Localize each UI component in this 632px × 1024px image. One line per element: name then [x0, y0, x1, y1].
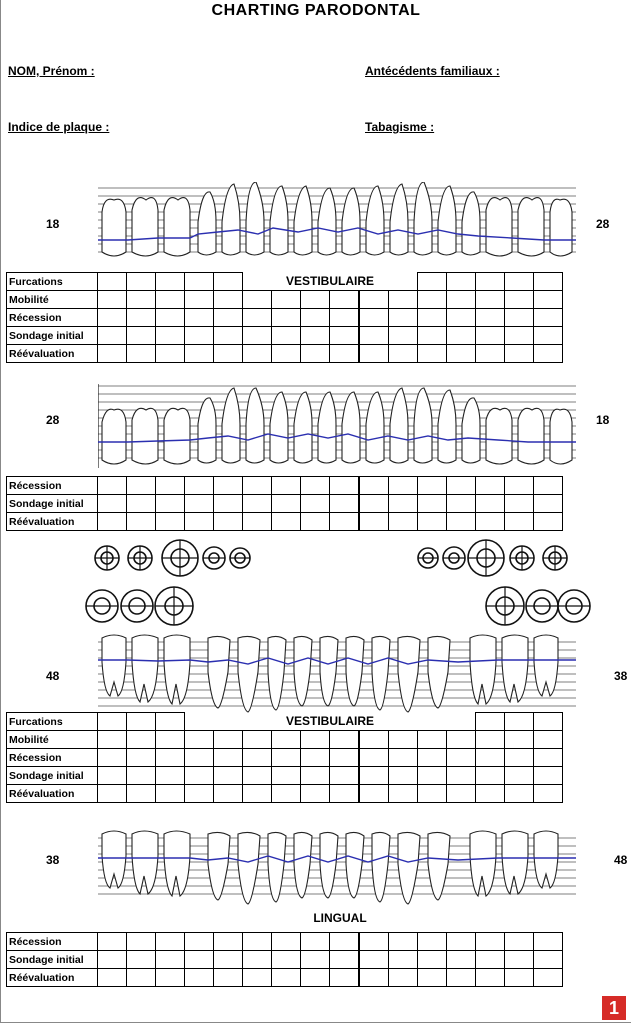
chart-cell[interactable]	[418, 327, 447, 345]
chart-cell[interactable]	[447, 749, 476, 767]
chart-cell[interactable]	[98, 969, 127, 987]
tooth-number-left: 28	[46, 413, 60, 427]
chart-cell[interactable]	[447, 731, 476, 749]
chart-cell[interactable]	[98, 513, 127, 531]
chart-cell[interactable]	[476, 731, 505, 749]
chart-cell[interactable]	[185, 951, 214, 969]
chart-cell[interactable]	[127, 495, 156, 513]
row-label: Furcations	[7, 713, 98, 731]
chart-cell[interactable]	[476, 345, 505, 363]
chart-cell[interactable]	[301, 309, 330, 327]
chart-cell[interactable]	[127, 327, 156, 345]
chart-cell[interactable]	[418, 951, 447, 969]
row-label: Sondage initial	[7, 495, 98, 513]
chart-cell[interactable]	[156, 495, 185, 513]
chart-cell[interactable]	[418, 273, 447, 291]
chart-cell[interactable]	[418, 767, 447, 785]
lower-lingual-chart-table	[6, 932, 563, 987]
chart-cell[interactable]	[418, 345, 447, 363]
chart-cell[interactable]	[127, 933, 156, 951]
chart-cell[interactable]	[330, 345, 360, 363]
chart-cell[interactable]	[476, 749, 505, 767]
chart-cell[interactable]	[330, 731, 360, 749]
chart-cell[interactable]	[359, 477, 389, 495]
smoking-label: Tabagisme :	[365, 120, 435, 134]
chart-cell[interactable]	[330, 951, 360, 969]
chart-cell[interactable]	[534, 327, 563, 345]
chart-cell[interactable]	[389, 969, 418, 987]
chart-cell[interactable]	[127, 969, 156, 987]
upper-vestibular-teeth-diagram	[98, 182, 576, 262]
lower-vestibular-teeth-diagram	[98, 632, 576, 714]
chart-cell[interactable]	[389, 513, 418, 531]
chart-cell[interactable]	[447, 785, 476, 803]
chart-cell[interactable]	[330, 495, 360, 513]
name-label: NOM, Prénom :	[8, 64, 95, 78]
chart-cell[interactable]	[505, 477, 534, 495]
chart-cell[interactable]	[418, 933, 447, 951]
chart-cell[interactable]	[214, 477, 243, 495]
chart-cell[interactable]	[476, 951, 505, 969]
chart-cell[interactable]	[98, 291, 127, 309]
family-history-label: Antécédents familiaux :	[365, 64, 500, 78]
chart-cell[interactable]	[476, 477, 505, 495]
chart-cell[interactable]	[330, 513, 360, 531]
chart-cell[interactable]	[418, 749, 447, 767]
chart-cell[interactable]	[185, 749, 214, 767]
chart-cell[interactable]	[447, 933, 476, 951]
chart-cell[interactable]	[476, 785, 505, 803]
chart-cell[interactable]	[418, 309, 447, 327]
chart-cell[interactable]	[505, 951, 534, 969]
chart-cell[interactable]	[330, 767, 360, 785]
chart-cell[interactable]	[476, 969, 505, 987]
chart-cell[interactable]	[185, 309, 214, 327]
occlusal-view-diagram	[84, 538, 594, 630]
chart-cell[interactable]	[98, 327, 127, 345]
chart-cell[interactable]	[185, 345, 214, 363]
chart-cell[interactable]	[272, 749, 301, 767]
chart-cell[interactable]	[98, 785, 127, 803]
chart-cell[interactable]	[185, 785, 214, 803]
chart-cell[interactable]	[127, 345, 156, 363]
chart-cell[interactable]	[214, 969, 243, 987]
row-label: Réévaluation	[7, 969, 98, 987]
chart-cell[interactable]	[272, 951, 301, 969]
chart-cell[interactable]	[447, 495, 476, 513]
chart-cell[interactable]	[505, 969, 534, 987]
chart-cell[interactable]	[98, 749, 127, 767]
chart-cell[interactable]	[98, 767, 127, 785]
chart-cell[interactable]	[272, 309, 301, 327]
chart-cell[interactable]	[418, 291, 447, 309]
chart-cell[interactable]	[214, 933, 243, 951]
chart-cell[interactable]	[447, 309, 476, 327]
tooth-number-left: 48	[46, 669, 60, 683]
row-label: Mobilité	[7, 291, 98, 309]
tooth-number-right: 48	[614, 853, 628, 867]
chart-cell[interactable]	[98, 731, 127, 749]
chart-cell[interactable]	[185, 477, 214, 495]
chart-cell[interactable]	[185, 513, 214, 531]
chart-cell[interactable]	[127, 713, 156, 731]
chart-cell[interactable]	[156, 785, 185, 803]
chart-cell[interactable]	[272, 477, 301, 495]
chart-cell[interactable]	[214, 327, 243, 345]
chart-cell[interactable]	[505, 713, 534, 731]
chart-cell[interactable]	[214, 749, 243, 767]
chart-cell[interactable]	[243, 767, 272, 785]
chart-cell[interactable]	[301, 951, 330, 969]
chart-cell[interactable]	[389, 731, 418, 749]
row-label: Mobilité	[7, 731, 98, 749]
chart-cell[interactable]	[534, 969, 563, 987]
chart-cell[interactable]	[214, 951, 243, 969]
chart-cell[interactable]	[272, 731, 301, 749]
chart-cell[interactable]	[243, 731, 272, 749]
chart-cell[interactable]	[98, 495, 127, 513]
tooth-number-right: 18	[596, 413, 610, 427]
chart-cell[interactable]	[98, 477, 127, 495]
chart-cell[interactable]	[534, 513, 563, 531]
chart-cell[interactable]	[272, 767, 301, 785]
chart-cell[interactable]	[534, 477, 563, 495]
chart-cell[interactable]	[272, 345, 301, 363]
chart-cell[interactable]	[127, 749, 156, 767]
row-label: Récession	[7, 477, 98, 495]
chart-cell[interactable]	[214, 495, 243, 513]
chart-cell[interactable]	[389, 345, 418, 363]
chart-cell[interactable]	[476, 767, 505, 785]
chart-cell[interactable]	[505, 495, 534, 513]
chart-cell[interactable]	[330, 291, 360, 309]
chart-cell[interactable]	[156, 969, 185, 987]
chart-cell[interactable]	[185, 933, 214, 951]
upper-vestibular-chart-table	[6, 272, 563, 363]
chart-cell[interactable]	[534, 767, 563, 785]
chart-cell[interactable]	[272, 291, 301, 309]
page-title: CHARTING PARODONTAL	[211, 2, 421, 19]
chart-cell[interactable]	[389, 291, 418, 309]
chart-cell[interactable]	[505, 933, 534, 951]
upper-lingual-teeth-diagram	[98, 384, 576, 468]
chart-cell[interactable]	[185, 291, 214, 309]
chart-cell[interactable]	[389, 951, 418, 969]
chart-cell[interactable]	[505, 767, 534, 785]
chart-cell[interactable]	[505, 273, 534, 291]
chart-cell[interactable]	[359, 309, 389, 327]
chart-cell[interactable]	[127, 291, 156, 309]
chart-cell[interactable]	[389, 309, 418, 327]
chart-cell[interactable]	[214, 273, 243, 291]
chart-cell[interactable]	[447, 969, 476, 987]
chart-cell[interactable]	[243, 495, 272, 513]
chart-cell[interactable]	[156, 749, 185, 767]
chart-cell[interactable]	[389, 785, 418, 803]
chart-cell[interactable]	[301, 731, 330, 749]
chart-cell[interactable]	[214, 309, 243, 327]
tooth-number-left: 18	[46, 217, 60, 231]
chart-cell[interactable]	[98, 933, 127, 951]
chart-cell[interactable]	[534, 273, 563, 291]
chart-cell[interactable]	[127, 731, 156, 749]
chart-cell[interactable]	[301, 495, 330, 513]
row-label: Réévaluation	[7, 345, 98, 363]
chart-cell[interactable]	[476, 713, 505, 731]
row-label: Récession	[7, 749, 98, 767]
row-label: Réévaluation	[7, 785, 98, 803]
chart-cell[interactable]	[301, 477, 330, 495]
chart-cell[interactable]	[447, 327, 476, 345]
chart-cell[interactable]	[359, 513, 389, 531]
chart-cell[interactable]	[330, 933, 360, 951]
chart-cell[interactable]	[505, 513, 534, 531]
chart-cell[interactable]	[301, 513, 330, 531]
chart-cell[interactable]	[156, 767, 185, 785]
chart-cell[interactable]	[505, 327, 534, 345]
chart-cell[interactable]	[156, 345, 185, 363]
chart-cell[interactable]	[243, 327, 272, 345]
chart-cell[interactable]	[534, 731, 563, 749]
row-label: Récession	[7, 309, 98, 327]
chart-cell[interactable]	[534, 495, 563, 513]
chart-cell[interactable]	[127, 309, 156, 327]
chart-cell[interactable]	[243, 513, 272, 531]
chart-cell[interactable]	[534, 749, 563, 767]
chart-cell[interactable]	[359, 731, 389, 749]
chart-cell[interactable]	[505, 749, 534, 767]
tooth-number-right: 38	[614, 669, 628, 683]
section-caption: VESTIBULAIRE	[185, 713, 476, 731]
upper-lingual-chart-table	[6, 476, 563, 531]
chart-cell[interactable]	[505, 291, 534, 309]
chart-cell[interactable]	[418, 731, 447, 749]
chart-cell[interactable]	[534, 713, 563, 731]
chart-cell[interactable]	[389, 767, 418, 785]
chart-cell[interactable]	[330, 969, 360, 987]
chart-cell[interactable]	[301, 767, 330, 785]
row-label: Sondage initial	[7, 951, 98, 969]
chart-cell[interactable]	[214, 291, 243, 309]
row-label: Récession	[7, 933, 98, 951]
chart-cell[interactable]	[534, 291, 563, 309]
chart-cell[interactable]	[359, 969, 389, 987]
chart-cell[interactable]	[447, 951, 476, 969]
chart-cell[interactable]	[127, 273, 156, 291]
chart-cell[interactable]	[359, 291, 389, 309]
chart-cell[interactable]	[156, 731, 185, 749]
chart-cell[interactable]	[156, 273, 185, 291]
chart-cell[interactable]	[359, 749, 389, 767]
chart-cell[interactable]	[476, 291, 505, 309]
chart-cell[interactable]	[185, 731, 214, 749]
chart-cell[interactable]	[98, 345, 127, 363]
chart-cell[interactable]	[389, 933, 418, 951]
chart-cell[interactable]	[476, 273, 505, 291]
chart-cell[interactable]	[476, 309, 505, 327]
tooth-number-left: 38	[46, 853, 60, 867]
chart-cell[interactable]	[389, 477, 418, 495]
chart-cell[interactable]	[98, 713, 127, 731]
chart-cell[interactable]	[272, 513, 301, 531]
chart-cell[interactable]	[272, 969, 301, 987]
chart-cell[interactable]	[418, 513, 447, 531]
chart-cell[interactable]	[505, 345, 534, 363]
lower-lingual-teeth-diagram	[98, 828, 576, 906]
chart-cell[interactable]	[330, 749, 360, 767]
chart-cell[interactable]	[359, 495, 389, 513]
chart-cell[interactable]	[272, 495, 301, 513]
chart-cell[interactable]	[243, 477, 272, 495]
chart-cell[interactable]	[447, 291, 476, 309]
chart-cell[interactable]	[98, 309, 127, 327]
chart-cell[interactable]	[214, 513, 243, 531]
chart-cell[interactable]	[301, 933, 330, 951]
chart-cell[interactable]	[156, 951, 185, 969]
chart-cell[interactable]	[418, 785, 447, 803]
chart-cell[interactable]	[98, 273, 127, 291]
chart-cell[interactable]	[301, 785, 330, 803]
chart-cell[interactable]	[418, 495, 447, 513]
chart-cell[interactable]	[359, 933, 389, 951]
chart-cell[interactable]	[243, 969, 272, 987]
chart-cell[interactable]	[505, 785, 534, 803]
chart-cell[interactable]	[214, 767, 243, 785]
chart-cell[interactable]	[534, 933, 563, 951]
chart-cell[interactable]	[534, 951, 563, 969]
chart-cell[interactable]	[359, 327, 389, 345]
chart-cell[interactable]	[98, 951, 127, 969]
chart-cell[interactable]	[156, 933, 185, 951]
chart-cell[interactable]	[156, 327, 185, 345]
chart-cell[interactable]	[185, 327, 214, 345]
chart-cell[interactable]	[185, 273, 214, 291]
row-label: Sondage initial	[7, 327, 98, 345]
chart-cell[interactable]	[185, 495, 214, 513]
chart-cell[interactable]	[330, 785, 360, 803]
chart-cell[interactable]	[301, 749, 330, 767]
chart-cell[interactable]	[534, 785, 563, 803]
chart-cell[interactable]	[127, 951, 156, 969]
chart-cell[interactable]	[476, 495, 505, 513]
chart-cell[interactable]	[301, 345, 330, 363]
chart-cell[interactable]	[214, 345, 243, 363]
chart-cell[interactable]	[243, 749, 272, 767]
chart-cell[interactable]	[127, 767, 156, 785]
chart-cell[interactable]	[272, 933, 301, 951]
chart-cell[interactable]	[156, 291, 185, 309]
chart-cell[interactable]	[156, 513, 185, 531]
chart-cell[interactable]	[214, 731, 243, 749]
tooth-number-right: 28	[596, 217, 610, 231]
chart-cell[interactable]	[330, 477, 360, 495]
chart-cell[interactable]	[447, 477, 476, 495]
chart-cell[interactable]	[476, 513, 505, 531]
row-label: Sondage initial	[7, 767, 98, 785]
chart-cell[interactable]	[127, 785, 156, 803]
chart-cell[interactable]	[214, 785, 243, 803]
chart-cell[interactable]	[447, 767, 476, 785]
chart-cell[interactable]	[534, 309, 563, 327]
chart-cell[interactable]	[447, 345, 476, 363]
chart-cell[interactable]	[534, 345, 563, 363]
chart-cell[interactable]	[272, 327, 301, 345]
chart-cell[interactable]	[389, 495, 418, 513]
section-caption: VESTIBULAIRE	[243, 273, 418, 291]
chart-cell[interactable]	[243, 309, 272, 327]
chart-cell[interactable]	[476, 933, 505, 951]
chart-cell[interactable]	[447, 513, 476, 531]
chart-cell[interactable]	[127, 513, 156, 531]
chart-cell[interactable]	[447, 273, 476, 291]
chart-cell[interactable]	[156, 309, 185, 327]
chart-cell[interactable]	[243, 345, 272, 363]
chart-cell[interactable]	[301, 291, 330, 309]
row-label: Furcations	[7, 273, 98, 291]
section-caption: LINGUAL	[313, 911, 367, 925]
chart-cell[interactable]	[272, 785, 301, 803]
chart-cell[interactable]	[505, 731, 534, 749]
chart-cell[interactable]	[389, 327, 418, 345]
chart-cell[interactable]	[330, 309, 360, 327]
chart-cell[interactable]	[243, 951, 272, 969]
chart-cell[interactable]	[156, 477, 185, 495]
chart-cell[interactable]	[127, 477, 156, 495]
chart-cell[interactable]	[389, 749, 418, 767]
chart-cell[interactable]	[185, 969, 214, 987]
figure-number-badge: 1	[602, 996, 626, 1020]
chart-cell[interactable]	[505, 309, 534, 327]
plaque-index-label: Indice de plaque :	[8, 120, 110, 134]
chart-cell[interactable]	[359, 951, 389, 969]
chart-cell[interactable]	[185, 767, 214, 785]
lower-vestibular-chart-table	[6, 712, 563, 803]
chart-cell[interactable]	[418, 969, 447, 987]
chart-cell[interactable]	[359, 345, 389, 363]
chart-cell[interactable]	[156, 713, 185, 731]
chart-cell[interactable]	[359, 767, 389, 785]
chart-cell[interactable]	[330, 327, 360, 345]
chart-cell[interactable]	[243, 933, 272, 951]
chart-cell[interactable]	[301, 327, 330, 345]
chart-cell[interactable]	[243, 785, 272, 803]
chart-cell[interactable]	[243, 291, 272, 309]
chart-cell[interactable]	[476, 327, 505, 345]
chart-cell[interactable]	[418, 477, 447, 495]
chart-cell[interactable]	[359, 785, 389, 803]
row-label: Réévaluation	[7, 513, 98, 531]
chart-cell[interactable]	[301, 969, 330, 987]
